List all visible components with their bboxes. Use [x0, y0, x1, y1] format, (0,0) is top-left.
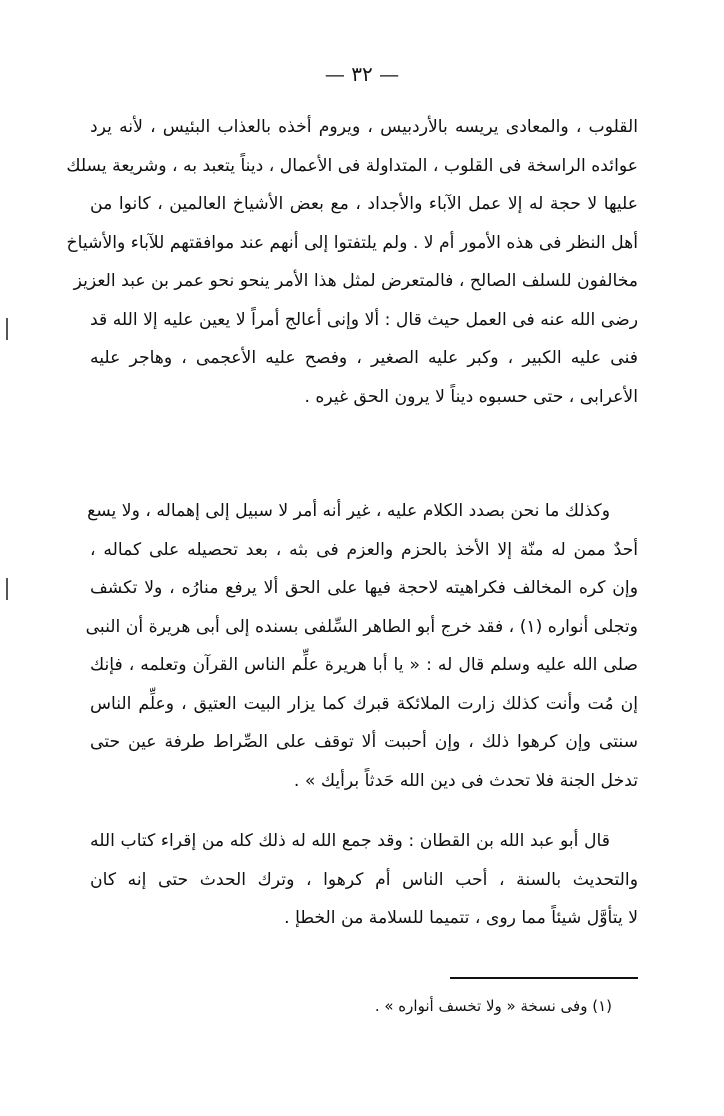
text-line: عليها لا حجة له إلا عمل الآباء والأجداد ، مع بعض الأشياخ العالمين ، كانوا من — [90, 194, 638, 214]
text-line: وكذلك ما نحن بصدد الكلام عليه ، غير أنه أمر لا سبيل إلى إهماله ، ولا يسع — [87, 501, 610, 521]
page-number: — ٣٢ — — [324, 62, 400, 86]
paragraph-2 — [85, 492, 638, 800]
text-line: قال أبو عبد الله بن القطان : وقد جمع الله له ذلك كله من إقراء كتاب الله — [90, 831, 610, 851]
text-line: رضى الله عنه فى العمل حيث قال : ألا وإنى أعالج أمراً لا يعين عليه إلا الله قد — [90, 309, 638, 330]
footnote: (١) وفى نسخة « ولا تخسف أنواره » . — [374, 997, 612, 1015]
paragraph-1 — [66, 108, 638, 416]
text-line: صلى الله عليه وسلم قال له : « يا أبا هريرة علِّم الناس القرآن وتعلمه ، فإنك — [90, 655, 638, 675]
margin-mark — [6, 318, 8, 340]
text-line: أهل النظر فى هذه الأمور أم لا . ولم يلتفتوا إلى أنهم عند موافقتهم للآباء والأشياخ — [66, 232, 638, 253]
text-line: وإن كره المخالف فكراهيته لاحجة فيها على الحق ألا يرفع منارُه ، ولا تكشف — [90, 578, 638, 598]
text-line: لا يتأوَّل شيئاً مما روى ، تتميما للسلامة من الخطإ . — [284, 908, 638, 928]
text-line: تدخل الجنة فلا تحدث فى دين الله حَدثاً برأيك » . — [293, 770, 638, 791]
text-line: مخالفون للسلف الصالح ، فالمتعرض لمثل هذا الأمر ينحو نحو عمر بن عبد العزيز — [73, 271, 638, 291]
footnote-divider — [450, 977, 638, 979]
text-line: وتجلى أنواره (١) ، فقد خرج أبو الطاهر السِّلفى بسنده إلى أبى هريرة أن النبى — [85, 616, 638, 637]
text-line: عوائده الراسخة فى القلوب ، المتداولة فى الأعمال ، ديناً يتعبد به ، وشريعة يسلك — [66, 155, 638, 176]
text-line: سنتى وإن كرهوا ذلك ، وإن أحببت ألا توقف على الصِّراط طرفة عين حتى — [90, 732, 638, 752]
paragraph-3 — [90, 822, 638, 938]
text-line: إن مُت وأنت كذلك زارت الملائكة قبرك كما يزار البيت العتيق ، وعلِّم الناس — [90, 693, 638, 714]
text-line: فنى عليه الكبير ، وكبر عليه الصغير ، وفصح عليه الأعجمى ، وهاجر عليه — [90, 348, 638, 368]
text-line: والتحديث بالسنة ، أحب الناس أم كرهوا ، وترك الحدث حتى إنه كان — [90, 869, 638, 890]
margin-mark — [6, 578, 8, 600]
text-line: أحدٌ ممن له منّة إلا الأخذ بالحزم والعزم فى بثه ، بعد تحصيله على كماله ، — [90, 539, 638, 560]
text-line: القلوب ، والمعادى يريسه بالأردبيس ، ويروم أخذه بالعذاب البئيس ، لأنه يرد — [90, 117, 638, 137]
text-line: الأعرابى ، حتى حسبوه ديناً لا يرون الحق غيره . — [304, 386, 638, 407]
